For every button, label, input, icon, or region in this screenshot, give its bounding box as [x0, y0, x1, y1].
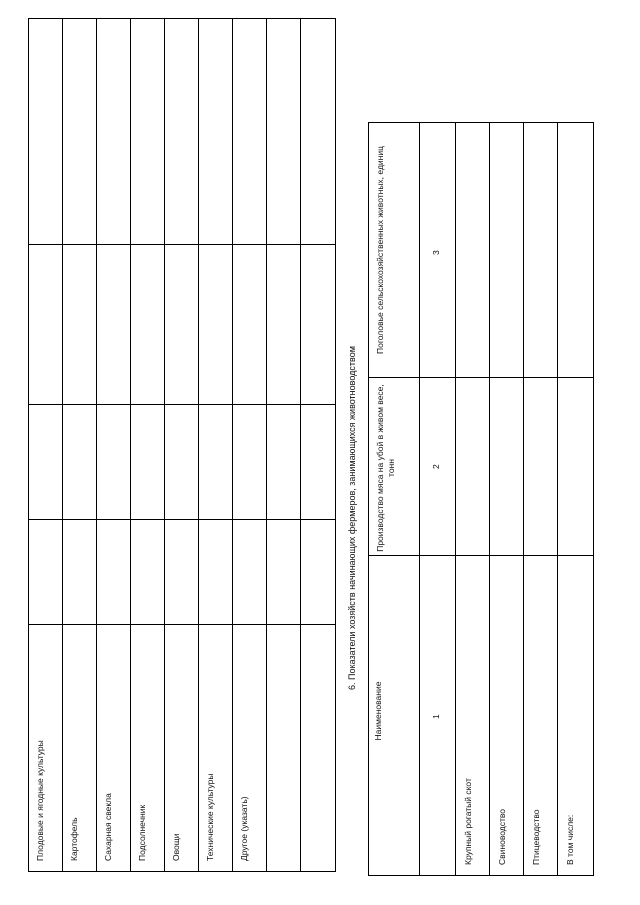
- column-divider: [29, 404, 335, 405]
- row-divider: [130, 19, 131, 871]
- header-livestock-count: Поголовье сельскохозяйственных животных, единиц: [375, 146, 385, 354]
- row-label-sunflower: Подсолнечник: [137, 804, 147, 861]
- row-label-fruit: Плодовые и ягодные культуры: [35, 740, 45, 861]
- column-divider: [29, 624, 335, 625]
- row-divider: [164, 19, 165, 871]
- header-divider: [419, 123, 420, 875]
- column-divider: [369, 377, 593, 378]
- row-divider: [232, 19, 233, 871]
- row-label-vegetables: Овощи: [171, 833, 181, 861]
- header-name: Наименование: [373, 681, 383, 741]
- livestock-table: [368, 122, 594, 876]
- row-divider: [489, 123, 490, 875]
- row-divider: [455, 123, 456, 875]
- column-divider: [369, 555, 593, 556]
- row-divider: [557, 123, 558, 875]
- row-label-pig-farming: Свиноводство: [497, 808, 507, 865]
- header-meat-production: Производство мяса на убой в живом весе, тонн: [375, 384, 396, 552]
- row-label-sugar-beet: Сахарная свекла: [103, 793, 113, 861]
- row-divider: [266, 19, 267, 871]
- row-label-industrial-crops: Технические культуры: [205, 773, 215, 861]
- section-6-caption: 6. Показатели хозяйств начинающих фермеров, занимающихся животноводством: [347, 346, 357, 690]
- row-label-other: Другое (указать): [239, 796, 249, 861]
- row-divider: [62, 19, 63, 871]
- col-number-1: 1: [431, 714, 441, 719]
- row-label-cattle: Крупный рогатый скот: [463, 778, 473, 865]
- row-label-potato: Картофель: [69, 817, 79, 861]
- column-divider: [29, 244, 335, 245]
- column-divider: [29, 519, 335, 520]
- row-divider: [96, 19, 97, 871]
- row-label-poultry: Птицеводство: [531, 809, 541, 865]
- row-label-including: В том числе:: [565, 814, 575, 865]
- col-number-3: 3: [431, 250, 441, 255]
- row-divider: [198, 19, 199, 871]
- crops-table: [28, 18, 336, 872]
- col-number-2: 2: [431, 464, 441, 469]
- row-divider: [300, 19, 301, 871]
- row-divider: [523, 123, 524, 875]
